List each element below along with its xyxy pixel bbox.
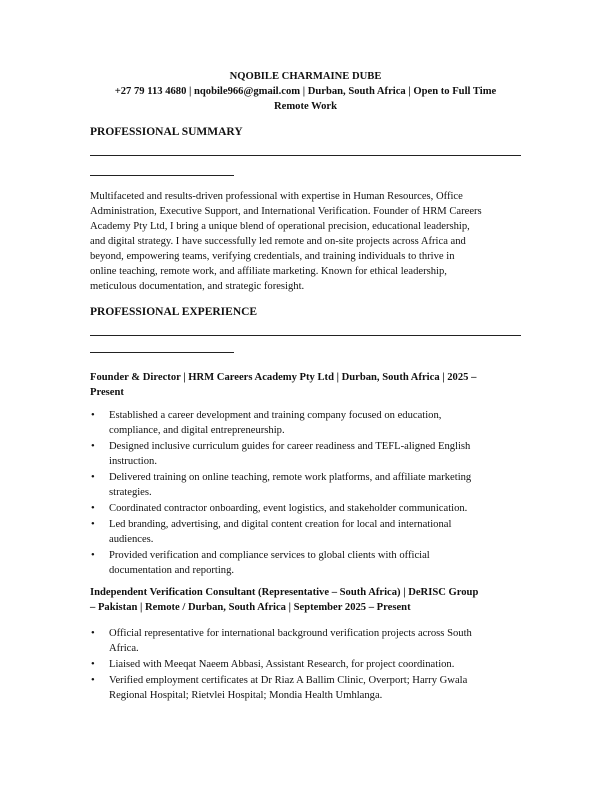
job-title: Present [90,387,124,398]
bullet-text: Delivered training on online teaching, remote work platforms, and affiliate marketing [109,472,472,483]
summary-line: meticulous documentation, and strategic foresight. [90,281,305,292]
summary-line: Academy Pty Ltd, I bring a unique blend of operational precision, educational leadership, [90,221,470,232]
bullet-text: Coordinated contractor onboarding, event logistics, and stakeholder communication. [109,503,468,514]
bullet-text: Liaised with Meeqat Naeem Abbasi, Assistant Research, for project coordination. [109,659,455,670]
summary-line: Administration, Executive Support, and International Verification. Founder of HRM Careers [90,206,482,217]
bullet-text: Designed inclusive curriculum guides for career readiness and TEFL-aligned English [109,441,471,452]
bullet-text: Official representative for international background verification projects across South [109,628,472,639]
section-heading-experience: PROFESSIONAL EXPERIENCE [90,306,258,318]
summary-line: Multifaceted and results-driven professional with expertise in Human Resources, Office [90,191,463,202]
bullet-icon: • [91,441,95,452]
bullet-icon: • [91,410,95,421]
section-heading-summary: PROFESSIONAL SUMMARY [90,126,243,138]
bullet-text: Africa. [109,643,139,654]
bullet-text: Established a career development and training company focused on education, [109,410,442,421]
bullet-text: audiences. [109,534,154,545]
bullet-icon: • [91,675,95,686]
bullet-text: Led branding, advertising, and digital content creation for local and international [109,519,452,530]
bullet-icon: • [91,503,95,514]
bullet-text: strategies. [109,487,152,498]
divider [90,155,521,156]
bullet-icon: • [91,659,95,670]
bullet-icon: • [91,628,95,639]
candidate-name: NQOBILE CHARMAINE DUBE [229,71,382,82]
contact-line: +27 79 113 4680 | nqobile966@gmail.com | Durban, South Africa | Open to Full Time [114,86,497,97]
divider [90,175,234,176]
bullet-text: Verified employment certificates at Dr Riaz A Ballim Clinic, Overport; Harry Gwala [109,675,468,686]
bullet-icon: • [91,472,95,483]
job-title: – Pakistan | Remote / Durban, South Africa | September 2025 – Present [90,602,411,613]
bullet-icon: • [91,519,95,530]
bullet-text: documentation and reporting. [109,565,235,576]
divider [90,335,521,336]
job-title: Independent Verification Consultant (Representative – South Africa) | DeRISC Group [90,587,479,598]
bullet-text: compliance, and digital entrepreneurship. [109,425,285,436]
bullet-icon: • [91,550,95,561]
summary-line: and digital strategy. I have successfully led remote and on-site projects across Africa and [90,236,466,247]
bullet-text: Regional Hospital; Rietvlei Hospital; Mondia Health Umhlanga. [109,690,383,701]
bullet-text: instruction. [109,456,157,467]
bullet-text: Provided verification and compliance services to global clients with official [109,550,430,561]
contact-line: Remote Work [273,101,338,112]
divider [90,352,234,353]
summary-line: online teaching, remote work, and affiliate marketing. Known for ethical leadership, [90,266,447,277]
summary-line: beyond, empowering teams, verifying credentials, and training individuals to thrive in [90,251,455,262]
job-title: Founder & Director | HRM Careers Academy Pty Ltd | Durban, South Africa | 2025 – [90,372,477,383]
